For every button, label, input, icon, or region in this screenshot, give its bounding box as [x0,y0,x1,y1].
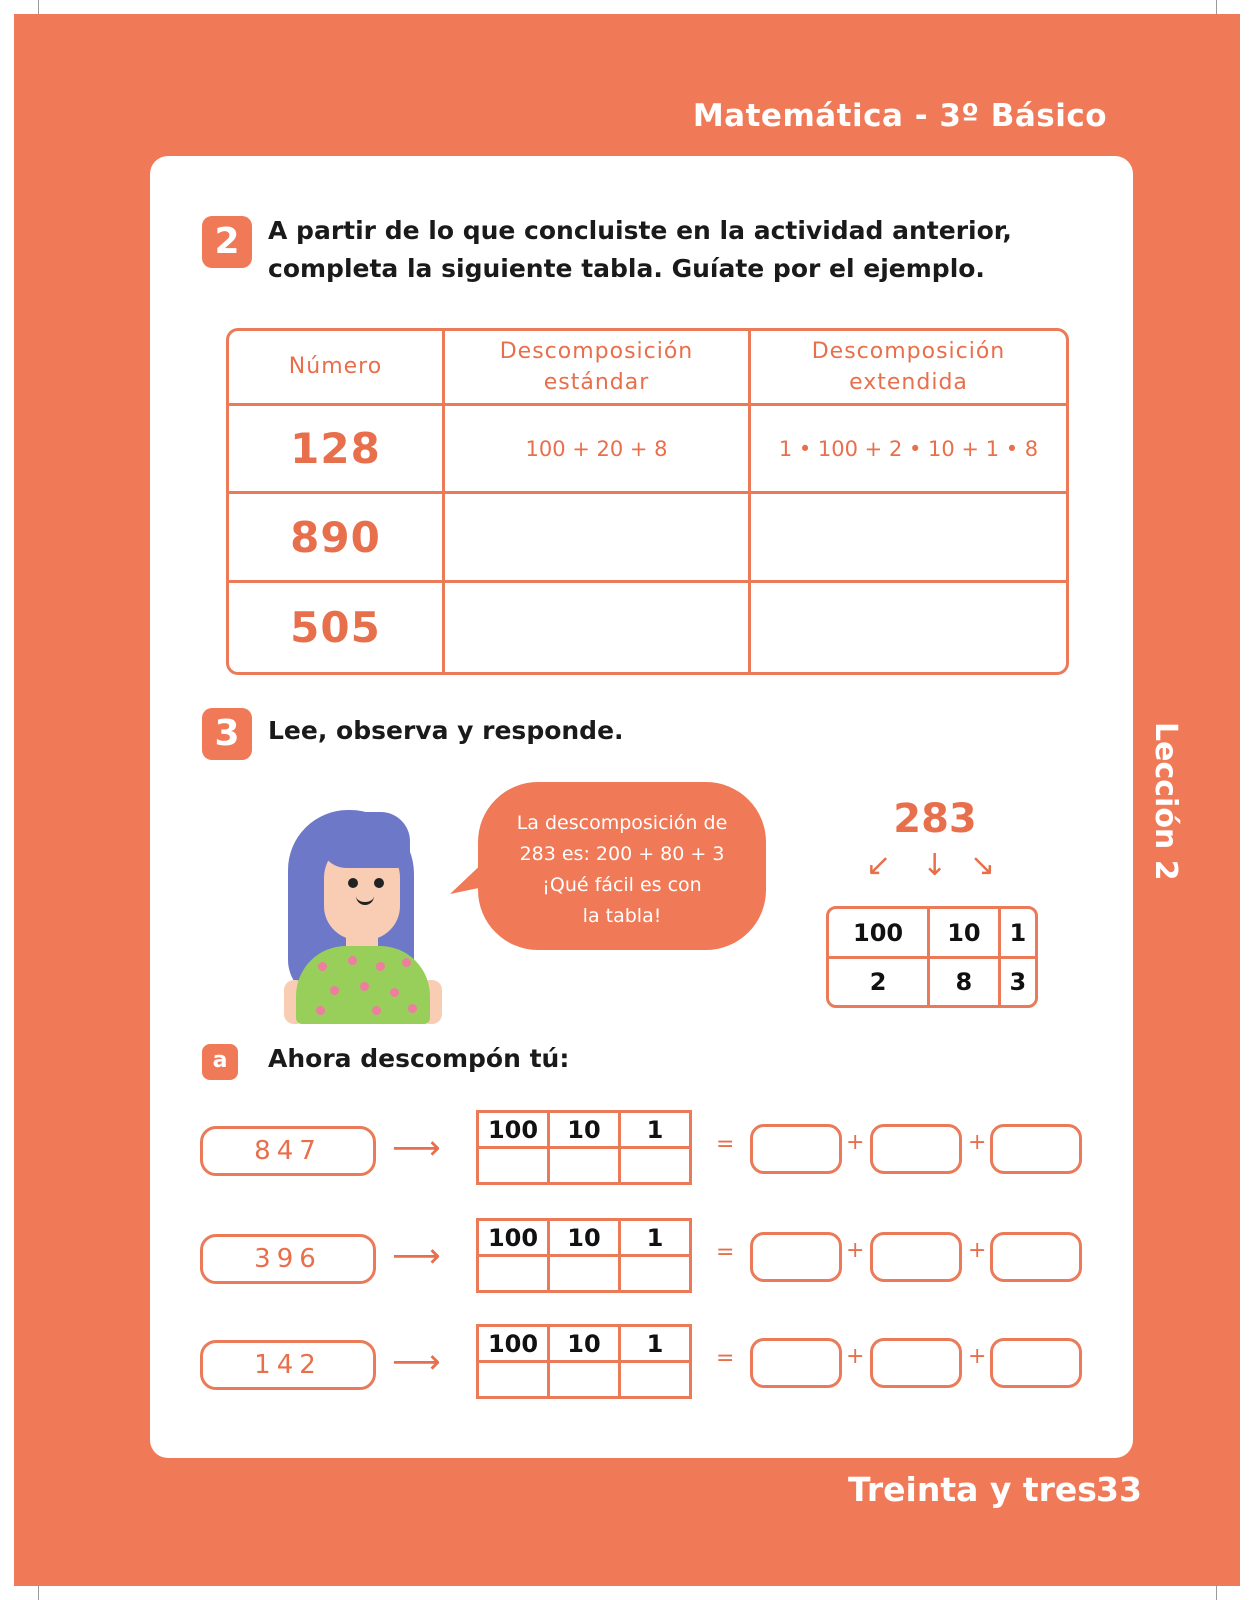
number-pill: 396 [200,1234,376,1284]
plus-sign: + [968,1238,987,1263]
place-value-header: 100 [829,909,930,959]
arrow-right-icon: ⟶ [392,1342,441,1382]
part-a-instruction: Ahora descompón tú: [268,1044,570,1073]
header-text: Descomposición [811,338,1006,364]
place-value-grid [476,1110,692,1185]
speech-line: ¡Qué fácil es con [542,874,702,896]
arrow-down-left-icon: ↙ [866,848,892,883]
grid-answer-cell[interactable] [620,1256,691,1292]
plus-sign: + [968,1130,987,1155]
answer-box[interactable] [870,1232,962,1282]
shirt-dot [376,962,385,971]
number-cell: 505 [229,583,445,672]
number-cell: 890 [229,494,445,583]
header-text: estándar [543,369,650,395]
header-text: Descomposición [499,338,694,364]
shirt-dot [330,986,339,995]
header-cell-standard [445,331,751,406]
header-text: Número [288,354,383,380]
header-text: extendida [849,369,968,395]
standard-answer-cell[interactable] [445,494,751,583]
lesson-side-tab: Lección 2 [1148,722,1183,881]
equals-sign: = [716,1132,735,1157]
shirt-dot [318,962,327,971]
activity-2-instruction [268,212,1012,288]
answer-box[interactable] [750,1232,842,1282]
instruction-line: completa la siguiente tabla. Guíate por el ejemplo. [268,254,985,283]
speech-line: La descomposición de [516,812,728,834]
grid-answer-cell[interactable] [620,1148,691,1184]
number-pill: 142 [200,1340,376,1390]
shirt-dot [360,982,369,991]
grid-header: 100 [478,1220,549,1256]
number-cell: 128 [229,406,445,495]
standard-answer-cell[interactable] [445,583,751,672]
answer-box[interactable] [990,1124,1082,1174]
place-value-digit: 2 [829,959,930,1005]
equals-sign: = [716,1346,735,1371]
grid-header: 1 [620,1112,691,1148]
grid-header: 1 [620,1220,691,1256]
answer-box[interactable] [990,1338,1082,1388]
header-cell-number [229,331,445,406]
place-value-grid [476,1218,692,1293]
speech-line: la tabla! [582,905,662,927]
answer-box[interactable] [990,1232,1082,1282]
grid-header: 100 [478,1112,549,1148]
shirt-dot [390,988,399,997]
answer-box[interactable] [870,1338,962,1388]
activity-3-instruction: Lee, observa y responde. [268,716,624,745]
activity-number-badge: 3 [202,708,252,760]
plus-sign: + [968,1344,987,1369]
place-value-digit: 8 [930,959,1001,1005]
crop-mark [38,0,39,14]
eye-shape [374,878,384,888]
place-value-header: 1 [1001,909,1035,959]
header-title: Matemática - 3º Básico [692,98,1107,134]
grid-answer-cell[interactable] [549,1148,620,1184]
answer-box[interactable] [750,1124,842,1174]
shirt-dot [408,1004,417,1013]
part-letter-badge: a [202,1044,238,1080]
footer-page-words: Treinta y tres [848,1470,1097,1509]
grid-header: 10 [549,1326,620,1362]
grid-header: 10 [549,1220,620,1256]
speech-line: 283 es: 200 + 80 + 3 [519,843,725,865]
answer-box[interactable] [870,1124,962,1174]
grid-answer-cell[interactable] [549,1256,620,1292]
grid-header: 100 [478,1326,549,1362]
extended-answer-cell[interactable] [751,494,1066,583]
header-cell-extended [751,331,1066,406]
shirt-dot [402,958,411,967]
number-pill: 847 [200,1126,376,1176]
place-value-digit: 3 [1009,968,1027,997]
example-number: 283 [893,796,977,842]
hair-bang-shape [320,812,410,868]
footer-page-number: 33 [1096,1470,1142,1509]
grid-answer-cell[interactable] [478,1256,549,1292]
grid-answer-cell[interactable] [549,1362,620,1398]
arrow-right-icon: ⟶ [392,1128,441,1168]
crop-mark [1216,1586,1217,1600]
activity-number-badge: 2 [202,216,252,268]
shirt-dot [372,1006,381,1015]
shirt-dot [348,956,357,965]
extended-example-cell: 1 • 100 + 2 • 10 + 1 • 8 [751,406,1066,495]
plus-sign: + [846,1238,865,1263]
answer-box[interactable] [750,1338,842,1388]
arrow-down-icon: ↓ [922,848,948,883]
crop-mark [38,1586,39,1600]
equals-sign: = [716,1240,735,1265]
standard-example-cell: 100 + 20 + 8 [445,406,751,495]
grid-answer-cell[interactable] [620,1362,691,1398]
place-value-grid [476,1324,692,1399]
arrow-down-right-icon: ↘ [970,848,996,883]
place-value-header: 10 [930,909,1001,959]
arrow-right-icon: ⟶ [392,1236,441,1276]
crop-mark [1216,0,1217,14]
grid-header: 1 [620,1326,691,1362]
plus-sign: + [846,1344,865,1369]
place-value-example-table [826,906,1038,1008]
extended-answer-cell[interactable] [751,583,1066,672]
grid-header: 10 [549,1112,620,1148]
instruction-line: A partir de lo que concluiste en la actividad anterior, [268,216,1012,245]
decomposition-table [226,328,1069,675]
grid-answer-cell[interactable] [478,1148,549,1184]
grid-answer-cell[interactable] [478,1362,549,1398]
plus-sign: + [846,1130,865,1155]
shirt-dot [316,1006,325,1015]
eye-shape [348,878,358,888]
speech-bubble-text [478,808,766,932]
